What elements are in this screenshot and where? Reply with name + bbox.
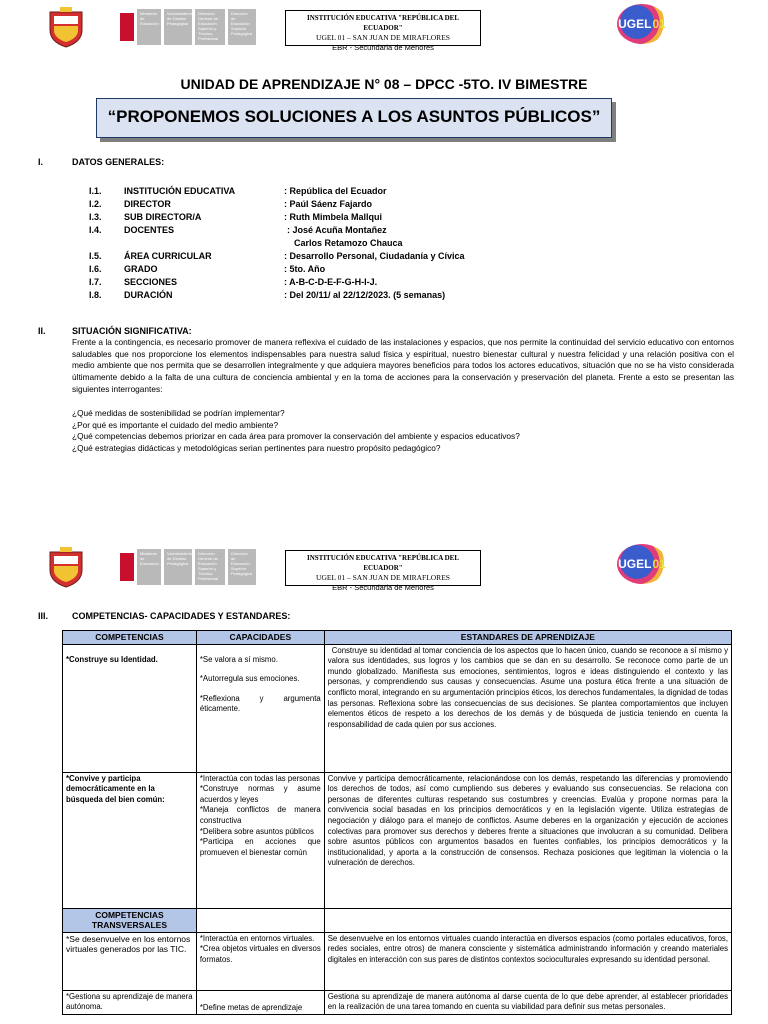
capacity-item: *Autorregula sus emociones. [199,674,300,684]
direction-name-2: Dirección de Educación Superior Pedagógica [228,549,256,585]
row-value: : Del 20/11/ al 22/12/2023. (5 semanas) [284,290,446,300]
row-key: INSTITUCIÓN EDUCATIVA [124,186,236,196]
section3-title: COMPETENCIAS- CAPACIDADES Y ESTANDARES: [72,611,291,621]
capacities-cell [196,772,324,908]
ugel-logo-text: UGEL [618,17,652,31]
general-data-row [89,277,465,290]
level-line: EBR - Secundaria de Menores [332,583,434,592]
row-value: : Paúl Sáenz Fajardo [284,199,373,209]
general-data-row [89,186,465,199]
capacity-item: *Construye normas y asume acuerdos y leyes [199,784,321,804]
row-number: I.1. [89,186,102,196]
school-name: INSTITUCIÓN EDUCATIVA "REPÚBLICA DEL ECUADOR" [306,554,460,572]
row-key: GRADO [124,264,158,274]
row-number: I.4. [89,225,102,235]
row-value: Carlos Retamozo Chauca [294,238,403,248]
ugel-line: UGEL 01 – SAN JUAN DE MIRAFLORES [316,573,450,582]
section1-number: I. [38,157,44,167]
capacity-item: *Participa en acciones que promueven el bienestar común [199,837,321,857]
capacities-cell [196,932,324,990]
empty-cell [324,908,731,932]
table-row [63,932,732,990]
ugel-line: UGEL 01 – SAN JUAN DE MIRAFLORES [316,33,450,42]
direction-name: Dirección General de Educación Superior y Técnico-Profesional [195,9,225,45]
row-number: I.7. [89,277,102,287]
question-item: ¿Qué estrategias didácticas y metodológicas serian pertinentes para nuestro propósito pedagógico? [72,443,441,454]
row-key: DURACIÓN [124,290,173,300]
school-header-box [285,10,481,52]
row-key: SUB DIRECTOR/A [124,212,202,222]
capacity-item: *Interactúa en entornos virtuales. [199,933,315,943]
school-name: INSTITUCIÓN EDUCATIVA "REPÚBLICA DEL ECUADOR" [306,14,460,32]
row-key: DOCENTES [124,225,175,235]
standard-cell: Convive y participa democráticamente, relacionándose con los demás, respetando las diferencias y promoviendo los derechos de todos, así como cumpliendo sus deberes y evaluando sus consecuencias. Se relaciona con personas de diferentes culturas respetando sus costumbres y creencias. Evalúa y propone normas para la convivencia social basadas en los principios democráticos y en la legislación vigente. Utiliza estrategias de negociación y diálogo para el manejo de conflictos. Asume deberes en la organización y ejecución de acciones colectivas para promover sus derechos y deberes frente a situaciones que involucran a su comunidad. Delibera sobre asuntos públicos con argumentos basados en fuentes confiables, los principios democráticos y la institucionalidad, y aporta a la construcción de consensos. Rechaza posiciones que legitiman la violencia o la vulneración de derechos. [324,772,731,908]
question-item: ¿Qué medidas de sostenibilidad se podrían implementar? [72,408,285,418]
section2-title: SITUACIÓN SIGNIFICATIVA: [72,326,192,336]
table-row [63,990,732,1015]
ministry-name: Ministerio de Educación [137,549,161,585]
row-value: : Desarrollo Personal, Ciudadanía y Cívica [284,251,465,261]
direction-name: Dirección General de Educación Superior y Técnico-Profesional [195,549,225,585]
section3-number: III. [38,611,49,621]
row-value: : 5to. Año [284,264,326,274]
general-data-row [89,199,465,212]
question-item: ¿Por qué es importante el cuidado del medio ambiente? [72,419,279,430]
table-header-row [63,631,732,645]
question-item: ¿Qué competencias debemos priorizar en cada área para promover la conservación del ambiente y espacios educativos? [72,431,520,442]
section1-title: DATOS GENERALES: [72,157,165,167]
row-number: I.5. [89,251,102,261]
empty-cell [196,908,324,932]
situation-paragraph: Frente a la contingencia, es necesario promover de manera reflexiva el cuidado de las instalaciones y espacios, que nos permite la continuidad del servicio educativo con entornos saludables que nos proporcione los elementos indispensables para nuestra salud física y espiritual, nuestro bienestar cultural y nuestra felicidad y una relación positiva con el medio ambiente que nos permita que se desarrollen integralmente y que adquiera mayores beneficios para todos los actores educativos, situación que no se ha visto considerada últimamente debido a la falta de una cultura de conciencia ambiental y en la toma de acciones para la conservación y preservación del planeta. Frente a esto se presentan las siguientes interrogantes: [72,337,734,394]
level-line: EBR - Secundaria de Menores [332,43,434,52]
general-data-row [89,290,465,303]
general-data-row [89,238,465,251]
transversal-header: COMPETENCIAS TRANSVERSALES [63,908,197,932]
row-value: : República del Ecuador [284,186,387,196]
transversal-header-row [63,908,732,932]
row-key: ÁREA CURRICULAR [124,251,212,261]
main-title: “PROPONEMOS SOLUCIONES A LOS ASUNTOS PÚBLICOS” [96,98,612,138]
vice-ministry-name: Viceministerio de Gestión Pedagógica [164,9,192,45]
row-number: I.3. [89,212,102,222]
standard-cell: Construye su identidad al tomar conciencia de los aspectos que lo hacen único, cuando se reconoce a sí mismo y valora sus identidades, sus logros y los cambios que se dan en su desarrollo. Se reconoce como parte de un mundo globalizado. Manifiesta sus emociones, sentimientos, logros e ideas distinguiendo el contexto y las personas, y comprendiendo sus causas y consecuencias. Asume una postura ética frente a una situación de conflicto moral, integrando en su argumentación principios éticos, los derechos fundamentales, la dignidad de todas las personas. Reflexiona sobre las consecuencias de sus decisiones. Se plantea comportamientos que incluyen elementos éticos de respeto a los derechos de los demás y de búsqueda de justicia teniendo en cuenta la responsabilidad de cada quien por sus acciones. [324,644,731,772]
capacities-cell [196,990,324,1015]
direction-name-2: Dirección de Educación Superior Pedagógica [228,9,256,45]
capacity-item: *Define metas de aprendizaje [199,1002,303,1012]
general-data-list [89,186,465,303]
row-number [89,238,124,251]
table-row [63,772,732,908]
school-shield-icon [46,6,86,48]
ugel-logo-number: 01 [652,557,666,571]
capacity-item: *Interactúa con todas las personas [199,773,320,783]
competency-cell: *Construye su Identidad. [63,644,197,772]
ugel-logo [617,544,667,584]
row-value: : Ruth Mimbela Mallqui [284,212,382,222]
general-data-row [89,225,465,238]
header-competencias: COMPETENCIAS [63,631,197,645]
capacity-item: *Delibera sobre asuntos públicos [199,826,314,836]
school-shield-icon [46,546,86,588]
row-key [124,238,284,251]
capacity-item: *Reflexiona y argumenta éticamente. [199,693,321,714]
row-key: DIRECTOR [124,199,171,209]
general-data-row [89,251,465,264]
general-data-row [89,212,465,225]
school-header-box [285,550,481,592]
ministry-name: Ministerio de Educación [137,9,161,45]
row-value: : José Acuña Montañez [287,225,387,235]
row-number: I.2. [89,199,102,209]
vice-ministry-name: Viceministerio de Gestión Pedagógica [164,549,192,585]
general-data-row [89,264,465,277]
ugel-logo-text: UGEL [618,557,652,571]
capacity-item: *Maneja conflictos de manera constructiva [199,805,321,825]
ministry-logo [120,9,256,45]
questions-list [72,408,734,455]
standard-cell: Se desenvuelve en los entornos virtuales cuando interactúa en diversos espacios (como portales educativos, foros, redes sociales, entre otros) de manera consciente y sistemática administrando información y creando materiales digitales en interacción con sus pares de distintos contextos socioculturales expresando su identidad personal. [324,932,731,990]
ministry-logo [120,549,256,585]
competency-cell: *Se desenvuelve en los entornos virtuales generados por las TIC. [63,932,197,990]
ministry-red-block [120,13,134,41]
header-capacidades: CAPACIDADES [196,631,324,645]
table-row [63,644,732,772]
header-estandares: ESTANDARES DE APRENDIZAJE [324,631,731,645]
row-value: : A-B-C-D-E-F-G-H-I-J. [284,277,378,287]
ugel-logo-number: 01 [652,17,666,31]
ugel-logo [617,4,667,44]
capacity-item: *Se valora a sí mismo. [199,654,278,664]
competency-cell: *Gestiona su aprendizaje de manera autónoma. [63,990,197,1015]
unidad-title: UNIDAD DE APRENDIZAJE N° 08 – DPCC -5TO. IV BIMESTRE [180,76,588,92]
capacities-cell [196,644,324,772]
row-key: SECCIONES [124,277,178,287]
section2-number: II. [38,326,46,336]
row-number: I.6. [89,264,102,274]
standard-cell: Gestiona su aprendizaje de manera autónoma al darse cuenta de lo que debe aprender, al establecer prioridades en la realización de una tarea tomando en cuenta su viabilidad para definir sus metas personales. [324,990,731,1015]
capacity-item: *Crea objetos virtuales en diversos formatos. [199,944,321,964]
ministry-red-block [120,553,134,581]
competencies-table [62,630,732,1015]
row-number: I.8. [89,290,102,300]
competency-cell: *Convive y participa democráticamente en la búsqueda del bien común: [63,772,197,908]
